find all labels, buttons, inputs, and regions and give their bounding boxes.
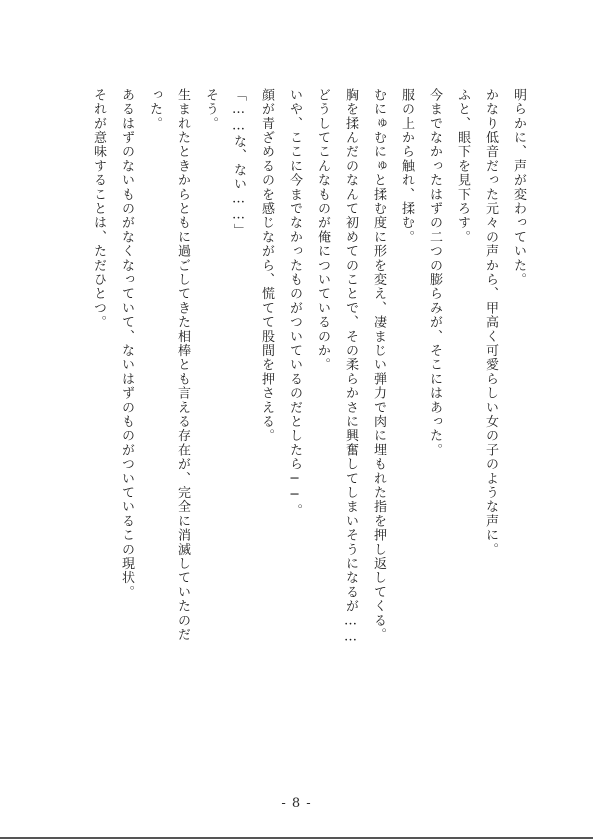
text-line: った。 (147, 88, 162, 131)
page-number: - 8 - (281, 796, 312, 811)
text-line: かなり低音だった元々の声から、甲高く可愛らしい女の子のような声に。 (483, 88, 498, 557)
text-line: あるはずのないものがなくなっていて、ないはずのものがついているこの現状。 (119, 88, 134, 600)
text-line: 服の上から触れ、揉む。 (399, 88, 414, 245)
text-line: むにゅむにゅと揉む度に形を変え、凄まじい弾力で肉に埋もれた指を押し返してくる。 (371, 88, 386, 642)
text-line: それが意味することは、ただひとつ。 (91, 88, 106, 330)
text-line: そう。 (203, 88, 218, 131)
text-line: 今までなかったはずの二つの膨らみが、そこにはあった。 (427, 88, 442, 458)
text-line: どうしてこんなものが俺についているのか。 (315, 88, 330, 372)
text-line: 明らかに、声が変わっていた。 (511, 88, 526, 287)
text-line: 生まれたときからともに過ごしてきた相棒とも言える存在が、完全に消滅していたのだ (175, 88, 190, 642)
text-line: 顔が青ざめるのを感じながら、慌てて股間を押さえる。 (259, 88, 274, 443)
text-line: 「……な、ない……」 (231, 88, 246, 238)
text-line: ふと、眼下を見下ろす。 (455, 88, 470, 245)
text-line: 胸を揉んだのなんて初めてのことで、その柔らかさに興奮してしまいそうになるが…… (343, 88, 358, 646)
text-line: いや、ここに今までなかったものがついているのだとしたら──。 (287, 88, 302, 518)
